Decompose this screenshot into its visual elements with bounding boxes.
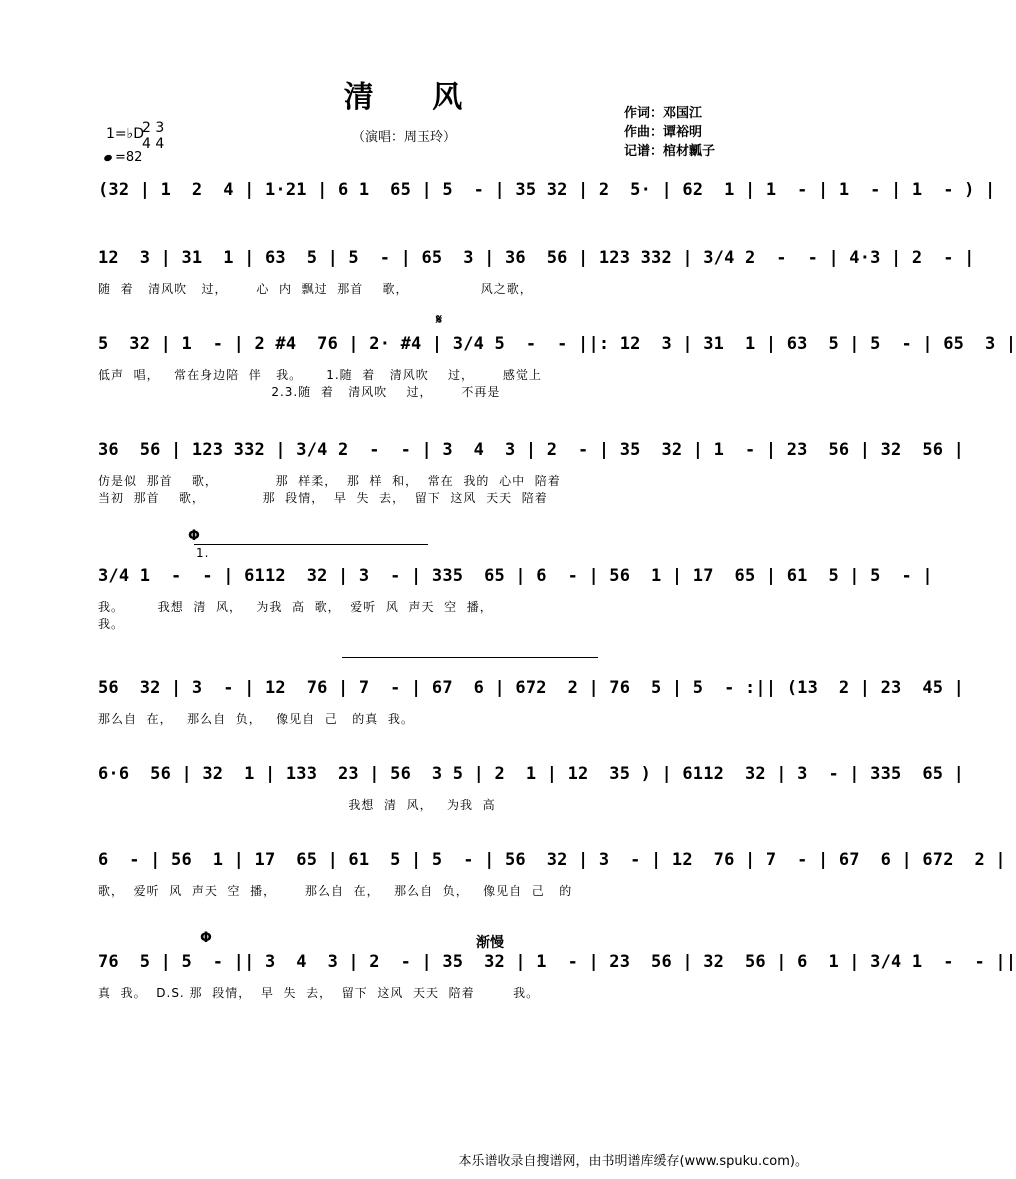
coda-mark-2: Φ	[200, 930, 212, 946]
meter-bottom: 4 4	[142, 136, 165, 152]
score-line-4-notes: 36 56 | 123 332 | 3/4 2 - - | 3 4 3 | 2 - | 35 32 | 1 - | 23 56 | 32 56 |	[98, 440, 965, 460]
score-line-1-notes: (32 | 1 2 4 | 1·21 | 6 1 65 | 5 - | 35 32 | 2 5· | 62 1 | 1 - | 1 - | 1 - ) |	[98, 180, 996, 200]
score-line-5-notes: 3/4 1 - - | 6112 32 | 3 - | 335 65 | 6 - | 56 1 | 17 65 | 61 5 | 5 - |	[98, 566, 933, 586]
composer-credit: 作曲：谭裕明	[624, 125, 703, 140]
score-line-9-notes: 76 5 | 5 - || 3 4 3 | 2 - | 35 32 | 1 - | 23 56 | 32 56 | 6 1 | 3/4 1 - - ||	[98, 952, 1016, 972]
score-line-4-lyrics-2: 当初 那首 歌， 那 段情， 早 失 去， 留下 这风 天天 陪着	[98, 491, 548, 505]
quarter-note-icon	[103, 154, 113, 162]
score-line-5-lyrics-2: 我。	[98, 617, 125, 631]
score-line-7-notes: 6·6 56 | 32 1 | 133 23 | 56 3 5 | 2 1 | 12 35 ) | 6112 32 | 3 - | 335 65 |	[98, 764, 965, 784]
score-line-3-lyrics-2: 2.3.随 着 清风吹 过， 不再是	[98, 385, 501, 399]
song-title: 清 风	[343, 80, 487, 115]
key-signature: 1=♭D	[106, 126, 145, 142]
segno-mark: 𝄋	[436, 312, 443, 328]
credits-block	[624, 104, 715, 161]
source-footer: 本乐谱收录自搜谱网，由书明谱库缓存(www.spuku.com)。	[458, 1154, 808, 1169]
second-ending-bracket	[342, 657, 598, 658]
score-line-6-notes: 56 32 | 3 - | 12 76 | 7 - | 67 6 | 672 2 | 76 5 | 5 - :|| (13 2 | 23 45 |	[98, 678, 965, 698]
score-line-4-lyrics-1: 仿是似 那首 歌， 那 样柔， 那 样 和， 常在 我的 心中 陪着	[98, 474, 561, 488]
score-line-3-lyrics-1: 低声 唱， 常在身边陪 伴 我。 1.随 着 清风吹 过， 感觉上	[98, 368, 542, 382]
tempo-value: =82	[115, 150, 143, 165]
first-ending-bracket	[194, 544, 428, 545]
lyricist-credit: 作词：邓国江	[624, 106, 703, 121]
score-line-9-lyrics: 真 我。 D.S. 那 段情， 早 失 去， 留下 这风 天天 陪着 我。	[98, 986, 540, 1000]
score-line-2-lyrics: 随 着 清风吹 过， 心 内 飘过 那首 歌， 风之歌，	[98, 282, 533, 296]
coda-mark-1: Φ	[188, 528, 200, 544]
score-line-7-lyrics: 我想 清 风， 为我 高	[98, 798, 496, 812]
score-line-8-notes: 6 - | 56 1 | 17 65 | 61 5 | 5 - | 56 32 | 3 - | 12 76 | 7 - | 67 6 | 672 2 |	[98, 850, 1006, 870]
score-line-5-lyrics-1: 我。 我想 清 风， 为我 高 歌， 爱听 风 声天 空 播，	[98, 600, 493, 614]
first-ending-label: 1.	[196, 546, 210, 560]
meter-top: 2 3	[142, 120, 165, 136]
score-line-2-notes: 12 3 | 31 1 | 63 5 | 5 - | 65 3 | 36 56 | 123 332 | 3/4 2 - - | 4·3 | 2 - |	[98, 248, 975, 268]
singer-credit: （演唱：周玉玲）	[352, 130, 457, 145]
transcriber-credit: 记谱：棺材瓤子	[624, 144, 716, 159]
score-line-8-lyrics: 歌， 爱听 风 声天 空 播， 那么自 在， 那么自 负， 像见自 己 的	[98, 884, 573, 898]
tempo-marking	[104, 150, 142, 165]
tempo-change-mark: 渐慢	[476, 935, 504, 951]
score-line-6-lyrics: 那么自 在， 那么自 负， 像见自 己 的真 我。	[98, 712, 414, 726]
score-line-3-notes: 5 32 | 1 - | 2 #4 76 | 2· #4 | 3/4 5 - - ||: 12 3 | 31 1 | 63 5 | 5 - | 65 3 |	[98, 334, 1016, 354]
time-signature	[142, 120, 164, 152]
